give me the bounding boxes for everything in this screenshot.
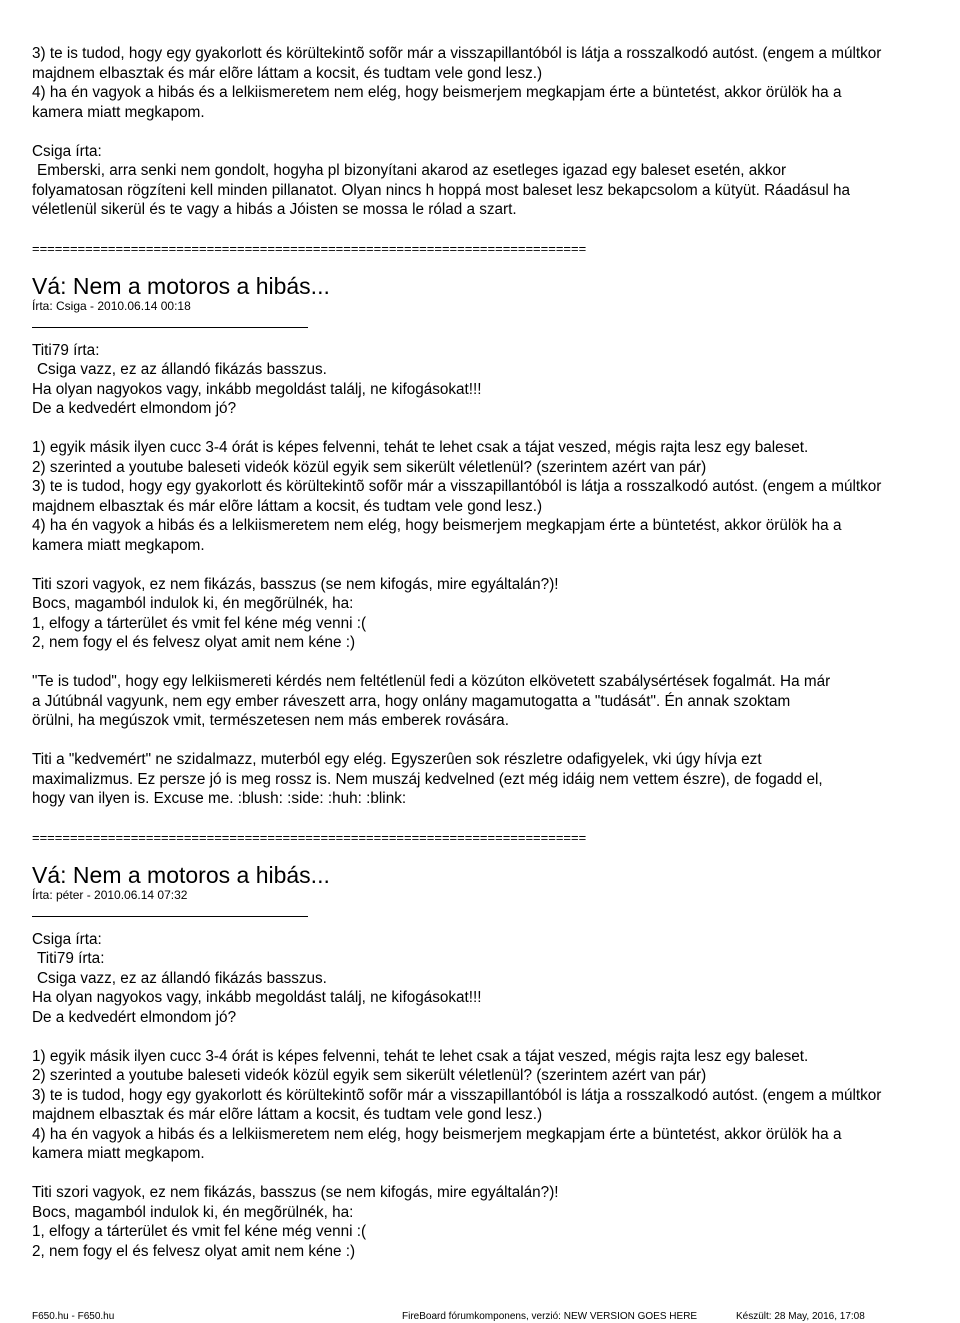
post-author-date: Írta: Csiga - 2010.06.14 00:18 — [32, 298, 191, 313]
quote-text-line: folyamatosan rögzíteni kell minden pillanatot. Olyan nincs h hoppá most baleset lesz bekapcsolom a kütyüt. Ráadásul ha — [32, 181, 850, 199]
quote-text-line: Csiga vazz, ez az állandó fikázás basszus. — [37, 361, 327, 378]
post-text-line: 2, nem fogy el és felvesz olyat amit nem kéne :) — [32, 634, 356, 651]
quote-header: Csiga írta: — [32, 930, 102, 948]
post-text-line: hogy van ilyen is. Excuse me. :blush: :side: :huh: :blink: — [32, 790, 407, 807]
quote-header: Csiga írta: — [32, 142, 102, 160]
post-text-line: 1, elfogy a tárterület és vmit fel kéne még venni :( — [32, 1223, 367, 1240]
post-text-line: 4) ha én vagyok a hibás és a lelkiismeretem nem elég, hogy beismerjem megkapjam érte a büntetést, akkor örülök ha a — [32, 84, 842, 101]
post-title: Vá: Nem a motoros a hibás... — [32, 272, 330, 299]
page-footer — [0, 1311, 960, 1323]
post-divider — [32, 327, 308, 328]
post-text-line: "Te is tudod", hogy egy lelkiismereti kérdés nem feltétlenül fedi a közúton elkövetett szabálysértések fogalmát. Ha már — [32, 673, 831, 690]
post-text-line: maximalizmus. Ez persze jó is meg rossz is. Nem muszáj kedvelned (ezt még idáig nem vettem észre), de fogadd el, — [32, 770, 823, 788]
post-separator: ========================================================================= — [32, 241, 587, 256]
post-text-line: örülni, ha megúszok vmit, természetesen nem más emberek rovására. — [32, 712, 509, 729]
post-text-line: 1) egyik másik ilyen cucc 3-4 órát is képes felvenni, tehát te lehet csak a tájat veszed, mégis rajta lesz egy baleset. — [32, 1047, 809, 1065]
post-text-line: 4) ha én vagyok a hibás és a lelkiismeretem nem elég, hogy beismerjem megkapjam érte a büntetést, akkor örülök ha a — [32, 1125, 842, 1143]
post-separator: ========================================================================= — [32, 830, 587, 845]
footer-component-info: FireBoard fórumkomponens, verzió: NEW VERSION GOES HERE — [402, 1311, 698, 1322]
quote-text-line: Ha olyan nagyokos vagy, inkább megoldást találj, ne kifogásokat!!! — [32, 380, 482, 398]
post-text-line: 3) te is tudod, hogy egy gyakorlott és körültekintõ sofõr már a visszapillantóból is látja a rosszalkodó autóst. (engem a múltkor — [32, 478, 882, 495]
post-text-line: 3) te is tudod, hogy egy gyakorlott és körültekintõ sofõr már a visszapillantóból is látja a rosszalkodó autóst. (engem a múltkor — [32, 1086, 882, 1104]
post-text-line: Bocs, magamból indulok ki, én megõrülnék, ha: — [32, 595, 354, 612]
post-text-line: 1) egyik másik ilyen cucc 3-4 órát is képes felvenni, tehát te lehet csak a tájat veszed, mégis rajta lesz egy baleset. — [32, 439, 809, 456]
quote-text-line: Ha olyan nagyokos vagy, inkább megoldást találj, ne kifogásokat!!! — [32, 989, 482, 1006]
previous-post-continuation — [32, 44, 960, 259]
forum-post — [32, 862, 960, 1262]
forum-post — [32, 273, 960, 848]
post-text-line: a Jútúbnál vagyunk, nem egy ember ráveszett arra, hogy onlány magamutogatta a "tudását". Én annak szoktam — [32, 692, 791, 710]
post-text-line: 2, nem fogy el és felvesz olyat amit nem kéne :) — [32, 1242, 356, 1260]
post-text-line: majdnem elbasztak és már elõre láttam a kocsit, és tudtam vele gond lesz.) — [32, 497, 543, 515]
post-text-line: majdnem elbasztak és már elõre láttam a kocsit, és tudtam vele gond lesz.) — [32, 1106, 543, 1123]
quote-text-line: Emberski, arra senki nem gondolt, hogyha pl bizonyítani akarod az esetleges igazad egy baleset esetén, akkor — [37, 162, 787, 179]
post-text-line: 1, elfogy a tárterület és vmit fel kéne még venni :( — [32, 614, 367, 632]
post-text-line: 2) szerinted a youtube baleseti videók közül egyik sem sikerült véletlenül? (szerintem azért van pár) — [32, 1067, 707, 1084]
post-text-line: Titi szori vagyok, ez nem fikázás, basszus (se nem kifogás, mire egyáltalán?)! — [32, 575, 559, 593]
post-text-line: kamera miatt megkapom. — [32, 103, 205, 121]
post-text-line: Titi szori vagyok, ez nem fikázás, basszus (se nem kifogás, mire egyáltalán?)! — [32, 1184, 559, 1201]
post-text-line: Bocs, magamból indulok ki, én megõrülnék, ha: — [32, 1203, 354, 1221]
quote-text-line: De a kedvedért elmondom jó? — [32, 1008, 237, 1026]
post-text-line: majdnem elbasztak és már elõre láttam a kocsit, és tudtam vele gond lesz.) — [32, 64, 543, 82]
post-text-line: 3) te is tudod, hogy egy gyakorlott és körültekintõ sofõr már a visszapillantóból is látja a rosszalkodó autóst. (engem a múltkor — [32, 45, 882, 62]
post-author-date: Írta: péter - 2010.06.14 07:32 — [32, 887, 188, 902]
quote-text-line: De a kedvedért elmondom jó? — [32, 400, 237, 417]
post-text-line: 4) ha én vagyok a hibás és a lelkiismeretem nem elég, hogy beismerjem megkapjam érte a büntetést, akkor örülök ha a — [32, 517, 842, 534]
quote-header: Titi79 írta: — [32, 341, 100, 359]
post-text-line: kamera miatt megkapom. — [32, 536, 205, 554]
footer-site-name: F650.hu - F650.hu — [32, 1311, 115, 1322]
forum-thread-page — [32, 44, 960, 1261]
post-text-line: kamera miatt megkapom. — [32, 1145, 205, 1162]
post-text-line: 2) szerinted a youtube baleseti videók közül egyik sem sikerült véletlenül? (szerintem azért van pár) — [32, 458, 707, 476]
quote-text-line: Csiga vazz, ez az állandó fikázás basszus. — [37, 969, 327, 987]
quote-header: Titi79 írta: — [37, 950, 105, 967]
post-title: Vá: Nem a motoros a hibás... — [32, 861, 330, 888]
quote-text-line: véletlenül sikerül és te vagy a hibás a Jóisten se mossa le rólad a szart. — [32, 201, 517, 218]
footer-generated-date: Készült: 28 May, 2016, 17:08 — [736, 1311, 865, 1322]
post-divider — [32, 916, 308, 917]
post-text-line: Titi a "kedvemért" ne szidalmazz, muterból egy elég. Egyszerûen sok részletre odafigyelek, vki úgy hívja ezt — [32, 751, 762, 768]
